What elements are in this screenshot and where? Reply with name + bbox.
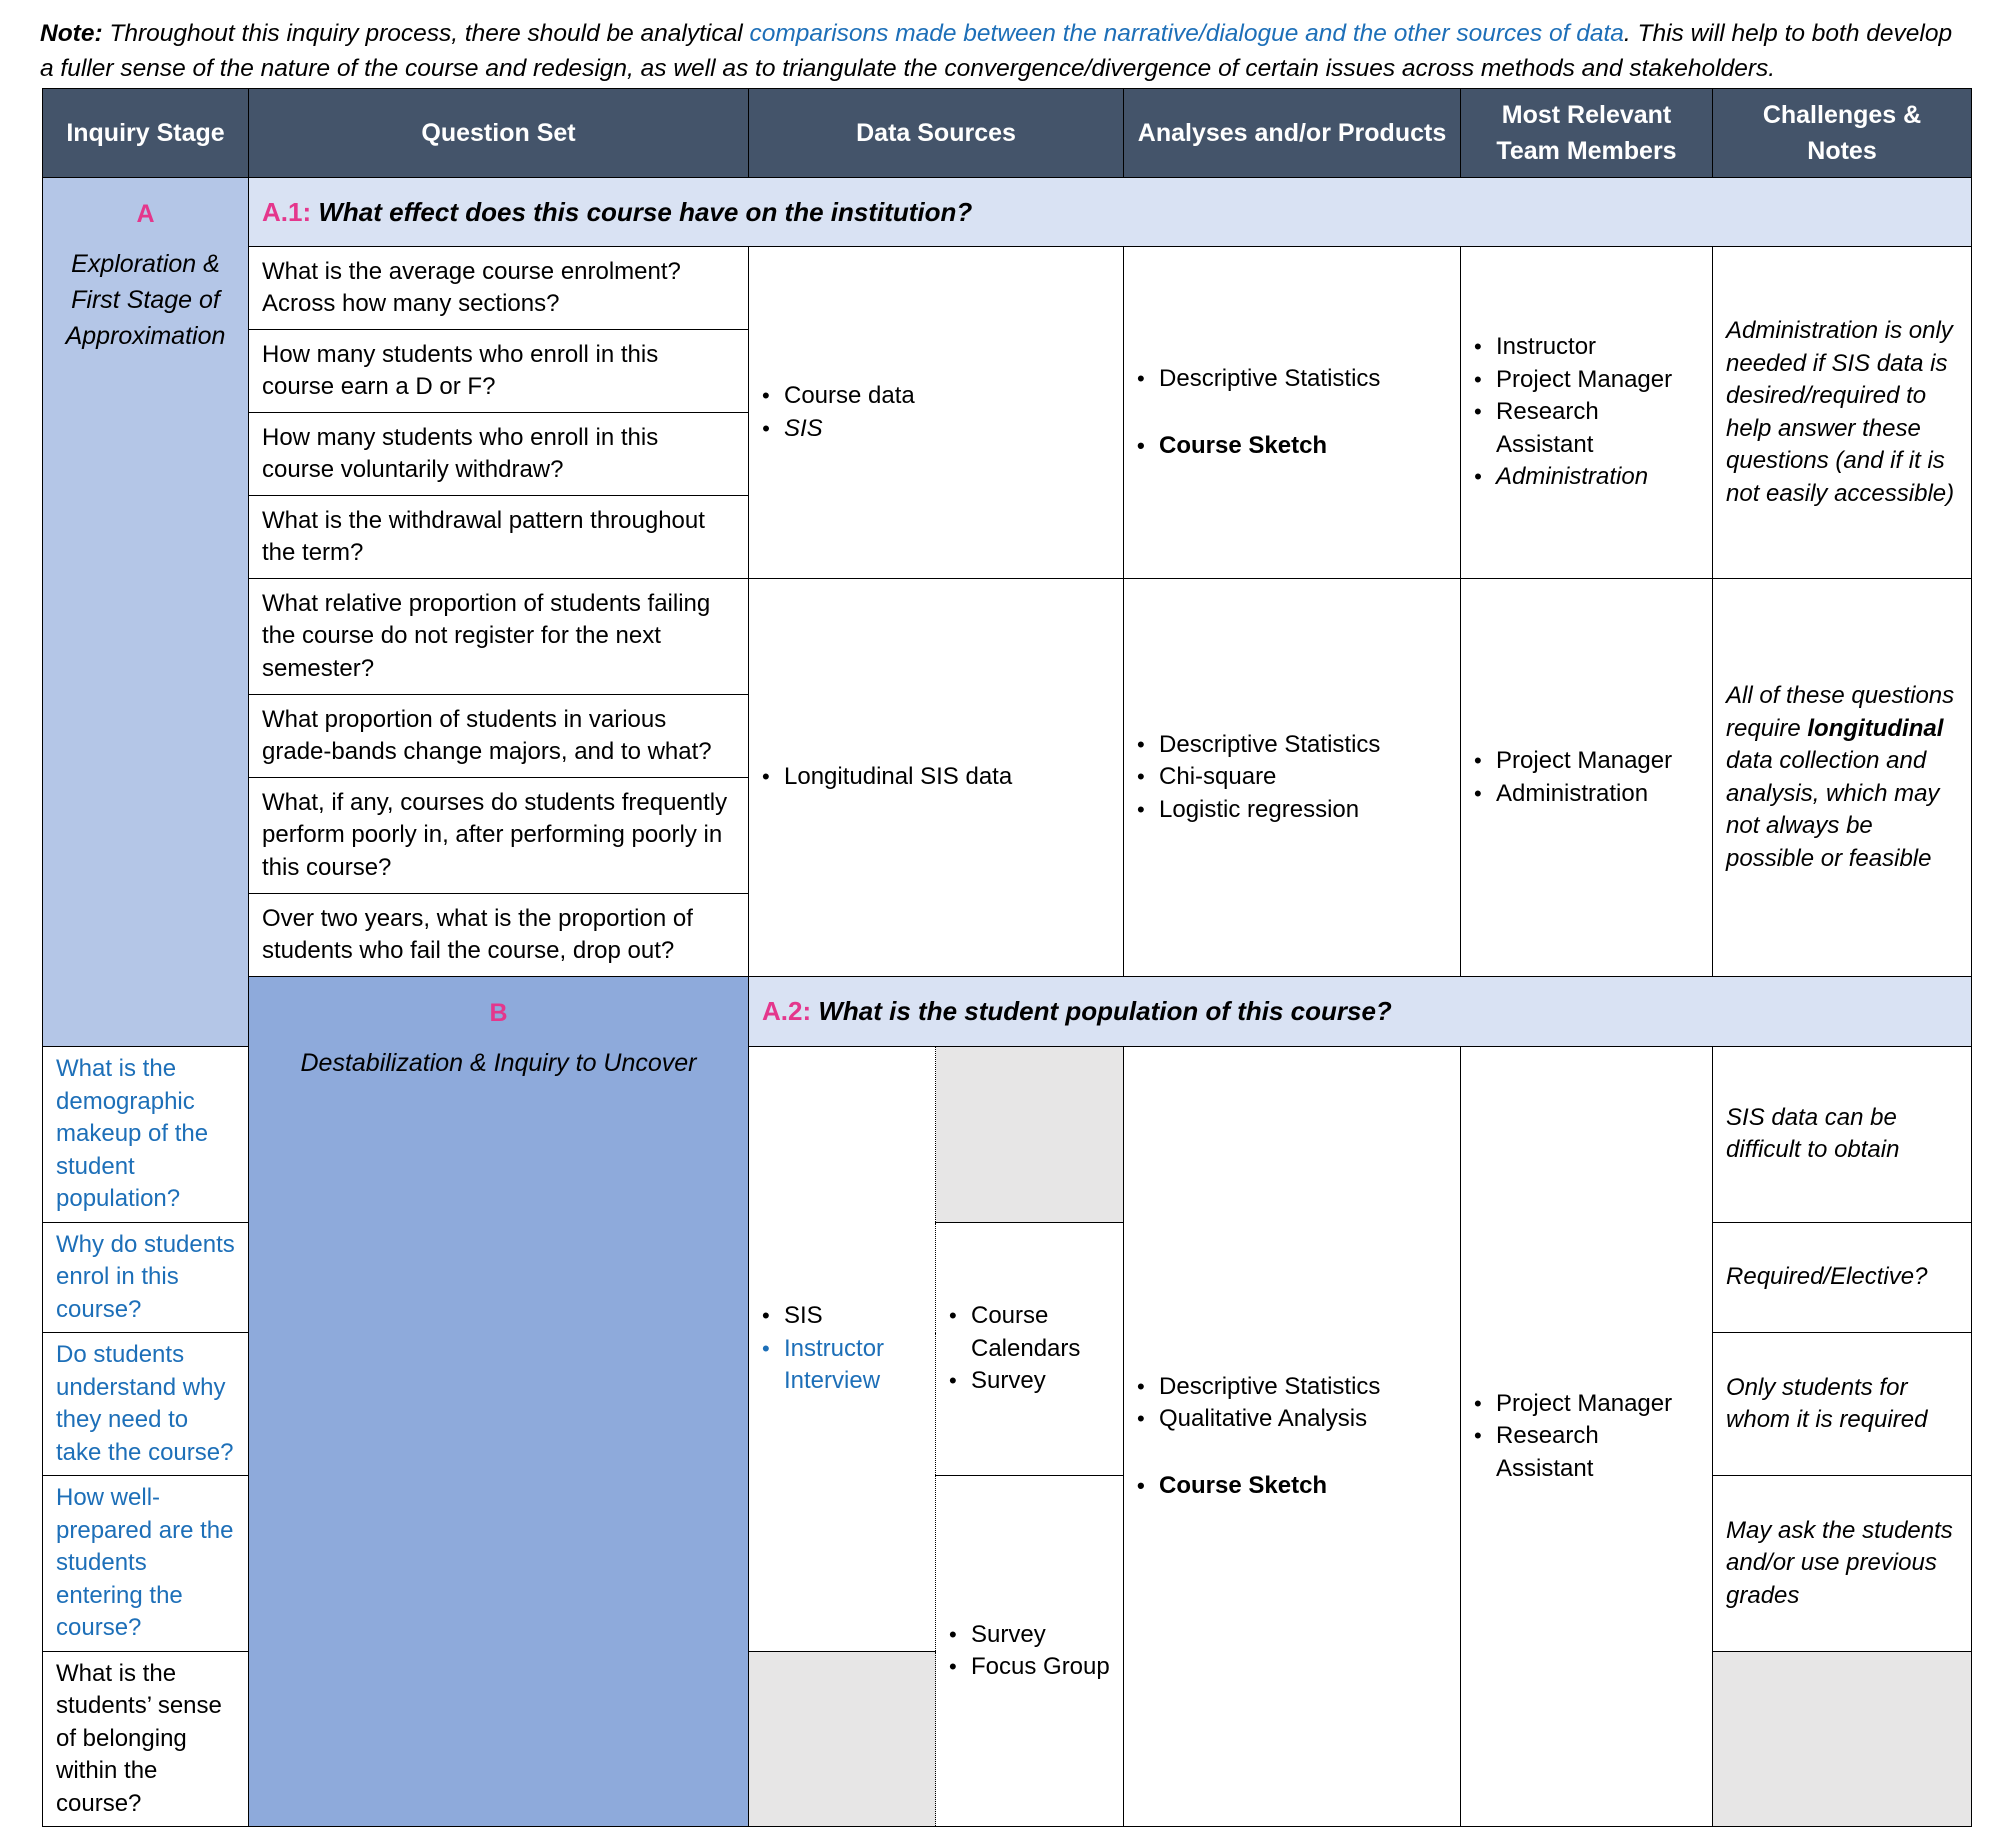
team-member-research-assistant: • Research Assistant [1474, 396, 1699, 461]
sources-a2-empty [936, 1047, 1124, 1223]
sources-a1-group1 [749, 247, 1124, 579]
analysis-qualitative: • Qualitative Analysis [1137, 1403, 1447, 1436]
team-member-instructor: • Instructor [1474, 331, 1699, 364]
team-member-administration: • Administration [1474, 778, 1699, 811]
notes-a1-group2-after: data collection and analysis, which may not always be possible or feasible [1726, 747, 1940, 872]
notes-a1-group2 [1713, 579, 1972, 977]
sources-a1-group2 [749, 579, 1124, 977]
team-member-project-manager: • Project Manager [1474, 1388, 1699, 1421]
header-question-set: Question Set [249, 89, 749, 178]
header-data-sources: Data Sources [749, 89, 1124, 178]
analyses-a2 [1124, 1047, 1461, 1827]
notes-a1-group2-bold: longitudinal [1807, 714, 1944, 742]
header-analyses: Analyses and/or Products [1124, 89, 1461, 178]
question-a1-1: What is the average course enrolment? Across how many sections? [249, 247, 749, 330]
header-challenges: Challenges & Notes [1713, 89, 1972, 178]
note-text-before: Throughout this inquiry process, there should be analytical [102, 20, 750, 47]
stage-b-cell [249, 977, 749, 1827]
source-course-calendars: • Course Calendars [949, 1300, 1110, 1365]
question-a1-6: What proportion of students in various grade-bands change majors, and to what? [249, 695, 749, 778]
source-sis: • SIS [762, 1300, 922, 1333]
question-a1-5: What relative proportion of students failing the course do not register for the next semester? [249, 579, 749, 695]
source-survey: • Survey [949, 1619, 1110, 1652]
question-a1-3: How many students who enroll in this course voluntarily withdraw? [249, 413, 749, 496]
source-survey: • Survey [949, 1365, 1110, 1398]
note-text-after: . This will help to both develop a fuller sense of the nature of the course and redesign, as well as to triangulate the convergence/divergence of certain issues across methods and stakeholders. [40, 20, 1953, 82]
notes-a1-group2-before: All of these questions require [1726, 682, 1955, 742]
stage-a-letter: A [136, 200, 155, 228]
question-set-a1 [249, 178, 1972, 247]
set-question-a1: What effect does this course have on the institution? [318, 196, 973, 227]
team-member-research-assistant: • Research Assistant [1474, 1420, 1699, 1485]
sources-a2-left [749, 1047, 936, 1652]
question-a1-4: What is the withdrawal pattern throughout the term? [249, 496, 749, 579]
stage-a-name: Exploration & First Stage of Approximation [65, 250, 226, 350]
note-a2-4: May ask the students and/or use previous grades [1713, 1476, 1972, 1652]
analysis-descriptive-statistics: • Descriptive Statistics [1137, 1371, 1447, 1404]
product-course-sketch: • Course Sketch [1137, 430, 1447, 463]
question-a2-1: What is the demographic makeup of the student population? [43, 1047, 249, 1223]
question-a1-8: Over two years, what is the proportion of students who fail the course, drop out? [249, 894, 749, 977]
note-highlight: comparisons made between the narrative/dialogue and the other sources of data [749, 20, 1624, 47]
set-code-a1: A.1: [262, 196, 312, 227]
analyses-a1-group2 [1124, 579, 1461, 977]
inquiry-table [42, 88, 1972, 1827]
team-member-project-manager: • Project Manager [1474, 364, 1699, 397]
stage-b-name: Destabilization & Inquiry to Uncover [300, 1049, 697, 1077]
team-a2 [1461, 1047, 1713, 1827]
source-course-data: • Course data [762, 380, 1110, 413]
analyses-a1-group1 [1124, 247, 1461, 579]
source-longitudinal-sis: • Longitudinal SIS data [762, 761, 1110, 794]
question-a2-4: How well-prepared are the students entering the course? [43, 1476, 249, 1652]
note-paragraph [40, 16, 1970, 86]
source-focus-group: • Focus Group [949, 1651, 1110, 1684]
stage-a-cell [43, 178, 249, 1047]
analysis-logistic-regression: • Logistic regression [1137, 794, 1447, 827]
note-a2-1: SIS data can be difficult to obtain [1713, 1047, 1972, 1223]
sources-a2-empty-2 [749, 1651, 936, 1827]
set-question-a2: What is the student population of this course? [818, 996, 1392, 1027]
sources-a2-right-1 [936, 1222, 1124, 1476]
note-a2-3: Only students for whom it is required [1713, 1333, 1972, 1476]
set-code-a2: A.2: [762, 996, 812, 1027]
team-a1-group1 [1461, 247, 1713, 579]
sources-a2-right-2 [936, 1476, 1124, 1827]
note-a2-2: Required/Elective? [1713, 1222, 1972, 1333]
question-a2-3: Do students understand why they need to take the course? [43, 1333, 249, 1476]
team-a1-group2 [1461, 579, 1713, 977]
note-label: Note: [40, 20, 103, 47]
question-a1-2: How many students who enroll in this course earn a D or F? [249, 330, 749, 413]
source-sis: • SIS [762, 413, 1110, 446]
note-a2-empty [1713, 1651, 1972, 1827]
stage-b-letter: B [489, 999, 508, 1027]
analysis-descriptive-statistics: • Descriptive Statistics [1137, 363, 1447, 396]
question-set-a2 [749, 977, 1972, 1047]
header-row [43, 89, 1972, 178]
product-course-sketch: • Course Sketch [1137, 1470, 1447, 1503]
analysis-descriptive-statistics: • Descriptive Statistics [1137, 729, 1447, 762]
header-stage: Inquiry Stage [43, 89, 249, 178]
team-member-administration: • Administration [1474, 461, 1699, 494]
question-a1-7: What, if any, courses do students frequently perform poorly in, after performing poorly in this course? [249, 778, 749, 894]
notes-a1-group1: Administration is only needed if SIS data is desired/required to help answer these questions (and if it is not easily accessible) [1713, 247, 1972, 579]
header-team: Most Relevant Team Members [1461, 89, 1713, 178]
question-a2-2: Why do students enrol in this course? [43, 1222, 249, 1333]
team-member-project-manager: • Project Manager [1474, 745, 1699, 778]
question-a2-5: What is the students’ sense of belonging within the course? [43, 1651, 249, 1827]
analysis-chi-square: • Chi-square [1137, 761, 1447, 794]
source-instructor-interview: • Instructor Interview [762, 1333, 922, 1398]
